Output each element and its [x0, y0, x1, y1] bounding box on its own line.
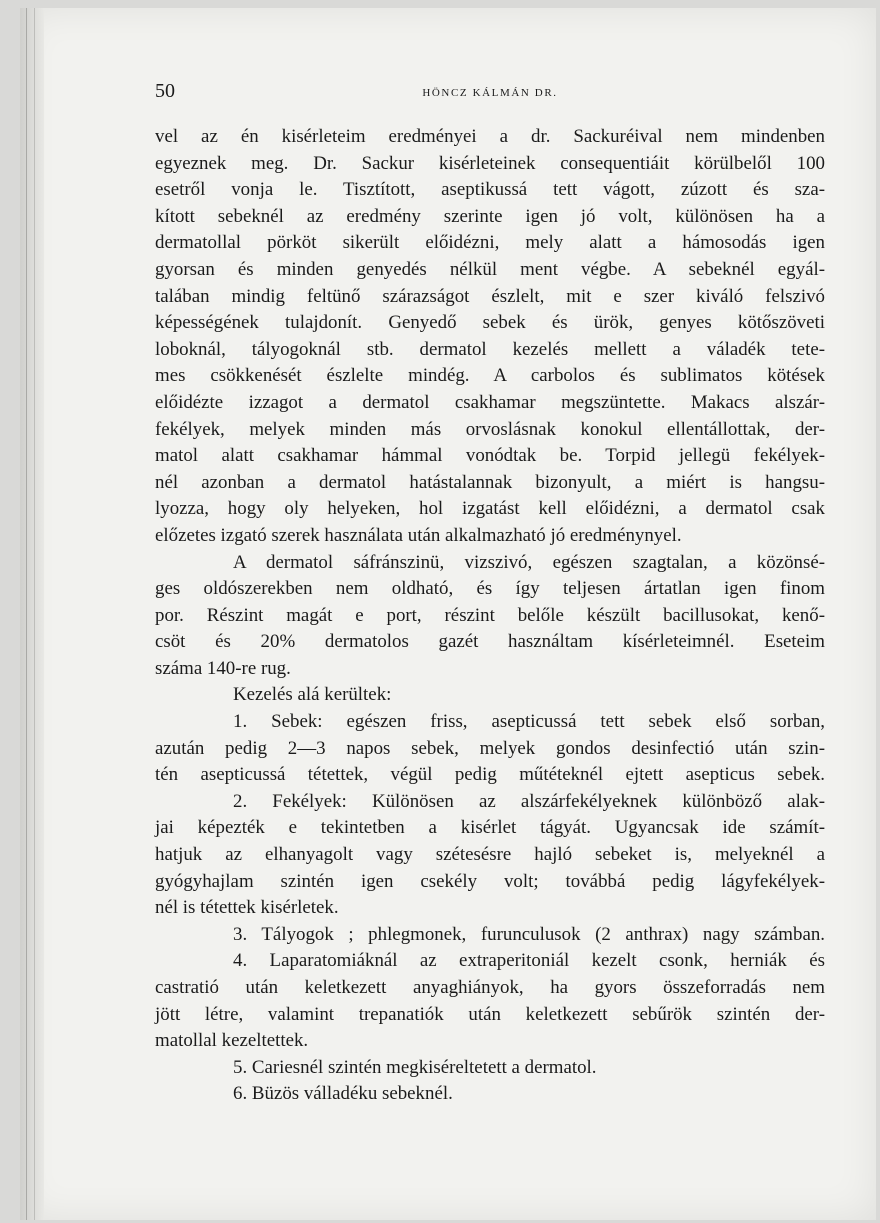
text-line: mes csökkenését észlelte mindég. A carbolos és sublimatos kötések — [155, 365, 825, 387]
text-line: kított sebeknél az eredmény szerinte igen jó volt, különösen ha a — [155, 205, 825, 227]
book-gutter — [20, 8, 44, 1220]
text-line: tén asepticussá tétettek, végül pedig műtéteknél ejtett asepticus sebek. — [155, 764, 825, 786]
text-line: lyozza, hogy oly helyeken, hol izgatást kell előidézni, a dermatol csak — [155, 498, 825, 520]
list-item: 4. Laparatomiáknál az extraperitoniál kezelt csonk, herniák és — [233, 950, 825, 972]
list-item: 3. Tályogok ; phlegmonek, furunculusok (2 anthrax) nagy számban. — [233, 923, 825, 945]
text-line: hatjuk az elhanyagolt vagy szétesésre hajló sebeket is, melyeknél a — [155, 844, 825, 866]
list-item: 1. Sebek: egészen friss, asepticussá tett sebek első sorban, — [233, 711, 825, 733]
running-head: HÖNCZ KÁLMÁN DR. — [422, 87, 558, 99]
text-line: A dermatol sáfránszinü, vizszivó, egészen szagtalan, a közönsé- — [233, 551, 825, 573]
text-line: matol alatt csakhamar hámmal vonódtak be. Torpid jellegü fekélyek- — [155, 445, 825, 467]
text-line: por. Részint magát e port, részint belőle készült bacillusokat, kenő- — [155, 604, 825, 626]
text-line: jai képezték e tekintetben a kisérlet tágyát. Ugyancsak ide számít- — [155, 817, 825, 839]
text-line: száma 140-re rug. — [155, 657, 291, 679]
text-line: matollal kezeltettek. — [155, 1030, 309, 1052]
text-line: jött létre, valamint trepanatiók után keletkezett sebűrök szintén der- — [155, 1003, 825, 1025]
text-line: azután pedig 2—3 napos sebek, melyek gondos desinfectió után szin- — [155, 737, 825, 759]
list-item: 5. Cariesnél szintén megkiséreltetett a dermatol. — [233, 1056, 597, 1078]
list-item: 2. Fekélyek: Különösen az alszárfekélyeknek különböző alak- — [233, 790, 825, 812]
text-line: gyorsan és minden genyedés nélkül ment végbe. A sebeknél egyál- — [155, 258, 825, 280]
text-line: castratió után keletkezett anyaghiányok, ha gyors összeforradás nem — [155, 977, 825, 998]
text-line: nél azonban a dermatol hatástalannak bizonyult, a miért is hangsu- — [155, 471, 825, 493]
text-line: Kezelés alá kerültek: — [233, 684, 392, 706]
text-line: loboknál, tályogoknál stb. dermatol kezelés mellett a váladék tete- — [155, 338, 825, 360]
text-line: előzetes izgató szerek használata után alkalmazható jó eredménynyel. — [155, 524, 682, 546]
text-line: fekélyek, melyek minden más orvoslásnak konokul ellentállottak, der- — [155, 418, 825, 440]
text-line: dermatollal pörköt sikerült előidézni, mely alatt a hámosodás igen — [155, 232, 825, 254]
text-line: képességének tulajdonít. Genyedő sebek és ürök, genyes kötőszöveti — [155, 312, 825, 334]
text-line: egyeznek meg. Dr. Sackur kisérleteinek consequentiáit körülbelől 100 — [155, 152, 825, 174]
body-text — [155, 124, 825, 1108]
text-line: ges oldószerekben nem oldható, és így teljesen ártatlan igen finom — [155, 578, 825, 600]
text-line: vel az én kisérleteim eredményei a dr. Sackuréival nem mindenben — [155, 126, 825, 147]
text-line: esetről vonja le. Tisztított, aseptikussá tett vágott, zúzott és sza- — [155, 179, 825, 201]
text-line: gyógyhajlam szintén igen csekély volt; továbbá pedig lágyfekélyek- — [155, 870, 825, 892]
text-line: talában mindig feltünő szárazságot észlelt, mit e szer kiváló felszivó — [155, 285, 825, 307]
text-line: nél is tétettek kisérletek. — [155, 897, 339, 919]
text-line: előidézte izzagot a dermatol csakhamar megszüntette. Makacs alszár- — [155, 391, 825, 413]
page-header — [155, 80, 825, 106]
list-item: 6. Büzös válladéku sebeknél. — [233, 1083, 453, 1105]
text-line: csöt és 20% dermatolos gazét használtam kísérleteimnél. Eseteim — [155, 631, 825, 653]
page-number: 50 — [155, 80, 175, 102]
